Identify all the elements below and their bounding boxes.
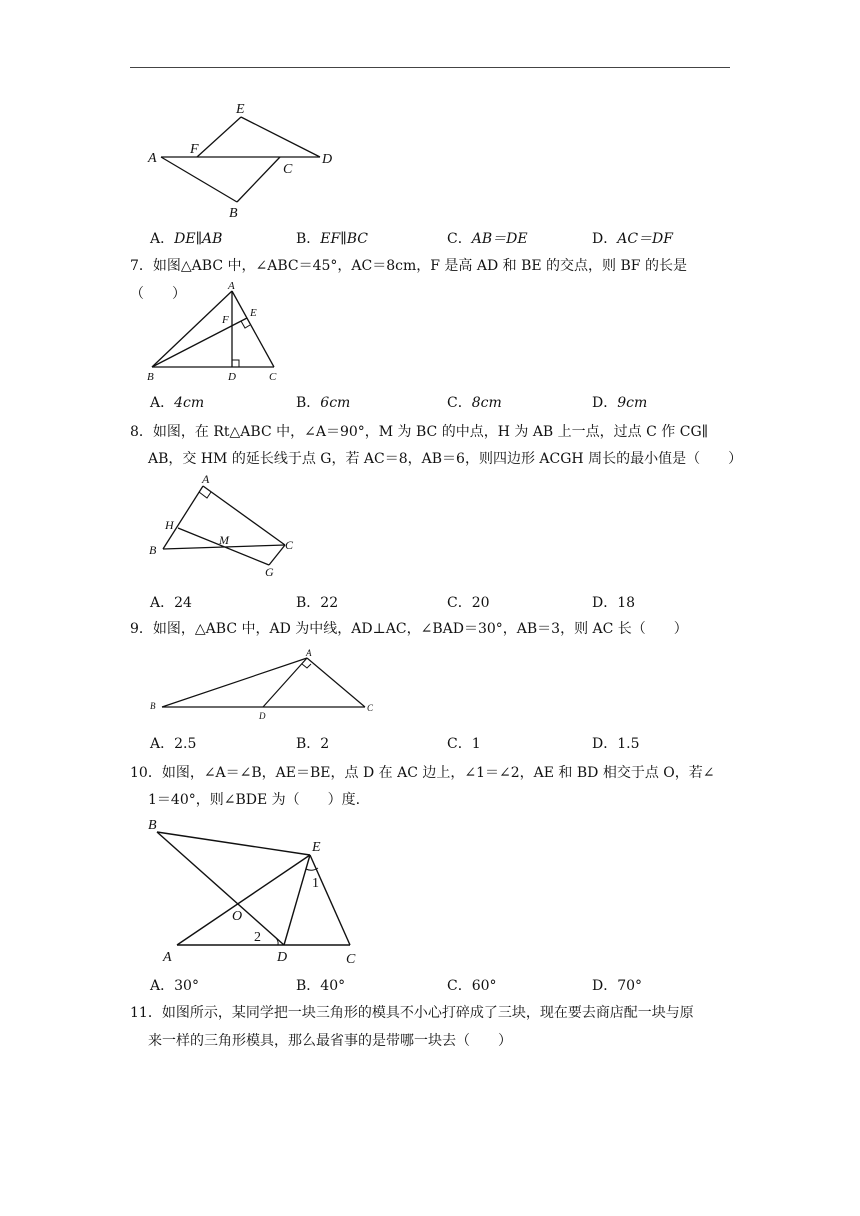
q7-label-e: E (250, 307, 257, 319)
q8-right-angle-a (199, 492, 211, 498)
q6-options (150, 228, 750, 248)
q8-label-c: C (285, 538, 294, 552)
q6-seg-ab (161, 157, 237, 202)
q9-seg-ac (307, 658, 365, 707)
q6-label-c: C (283, 162, 293, 177)
q7-options (150, 392, 750, 412)
q11-text-line1: 11．如图所示，某同学把一块三角形的模具不小心打碎成了三块，现在要去商店配一块与原 (130, 1005, 694, 1021)
q8-text-line1: 8．如图，在 Rt△ABC 中，∠A＝90°，M 为 BC 的中点，H 为 AB 上一点，过点 C 作 CG∥ (130, 424, 709, 440)
q8-label-g: G (265, 565, 274, 579)
q10-option-b[interactable]: B．40° (296, 978, 346, 994)
q7-label-c: C (269, 371, 277, 383)
q6-label-d: D (322, 152, 333, 167)
q6-label-b: B (229, 206, 238, 221)
q10-label-o: O (232, 909, 243, 924)
q7-option-a[interactable]: A．4cm (150, 395, 205, 411)
q8-seg-cg (269, 545, 285, 565)
q8-option-c[interactable]: C．20 (447, 595, 490, 611)
q10-options (150, 975, 750, 995)
q6-seg-bc (237, 157, 280, 202)
header-rule (130, 67, 730, 68)
q10-label-a: A (163, 950, 172, 965)
q7-right-angle-d (232, 360, 239, 367)
q7-option-d[interactable]: D．9cm (592, 395, 648, 411)
q10-seg-ec (310, 855, 350, 945)
q8-label-h: H (165, 518, 174, 532)
q6-option-b[interactable]: B．EF∥BC (296, 231, 368, 247)
q9-option-b[interactable]: B．2 (296, 736, 330, 752)
q8-option-b[interactable]: B．22 (296, 595, 339, 611)
q9-option-a[interactable]: A．2.5 (150, 736, 197, 752)
q7-label-d: D (228, 371, 236, 383)
q8-figure (140, 472, 310, 582)
q7-seg-ab (152, 291, 232, 367)
q10-seg-de (284, 855, 310, 945)
q7-label-b: B (147, 371, 154, 383)
q10-figure (140, 815, 380, 970)
q10-seg-ae (177, 855, 310, 945)
q6-label-f: F (190, 142, 199, 157)
q9-label-c: C (367, 703, 374, 713)
q6-seg-fe (197, 117, 241, 157)
q10-label-d: D (277, 950, 288, 965)
q9-label-d: D (259, 711, 266, 721)
q9-option-c[interactable]: C．1 (447, 736, 481, 752)
q7-label-a: A (228, 280, 235, 292)
q10-seg-bd (157, 832, 284, 945)
q8-option-a[interactable]: A．24 (150, 595, 192, 611)
q11-text-line2: 来一样的三角形模具，那么最省事的是带哪一块去（ ） (148, 1033, 512, 1049)
q10-label-c: C (346, 952, 356, 967)
q9-label-a: A (306, 648, 312, 658)
q6-option-a[interactable]: A．DE∥AB (150, 231, 223, 247)
q8-option-d[interactable]: D．18 (592, 595, 636, 611)
q10-text-line2: 1＝40°，则∠BDE 为（ ）度. (148, 792, 361, 808)
q10-option-d[interactable]: D．70° (592, 978, 643, 994)
q7-label-f: F (222, 314, 229, 326)
q10-label-2: 2 (254, 930, 261, 945)
q7-option-b[interactable]: B．6cm (296, 395, 351, 411)
q8-options (150, 592, 750, 612)
q6-figure (140, 95, 340, 225)
q8-text-line2: AB，交 HM 的延长线于点 G，若 AC＝8，AB＝6，则四边形 ACGH 周长的最小值是（ ） (148, 451, 743, 467)
q10-option-c[interactable]: C．60° (447, 978, 497, 994)
q10-option-a[interactable]: A．30° (150, 978, 199, 994)
q7-figure (140, 280, 300, 385)
q6-label-a: A (148, 151, 157, 166)
q8-seg-ac (203, 486, 285, 545)
q8-label-m: M (219, 533, 229, 547)
q9-options (150, 733, 750, 753)
q9-label-b: B (150, 701, 156, 711)
q6-option-d[interactable]: D．AC＝DF (592, 231, 673, 247)
q7-seg-ac (232, 291, 274, 367)
q8-label-b: B (149, 543, 157, 557)
q7-option-c[interactable]: C．8cm (447, 395, 502, 411)
q9-option-d[interactable]: D．1.5 (592, 736, 640, 752)
q9-figure (140, 645, 390, 725)
q8-label-a: A (202, 472, 210, 486)
q6-label-e: E (236, 102, 245, 117)
q10-text-line1: 10．如图，∠A＝∠B，AE＝BE，点 D 在 AC 边上，∠1＝∠2，AE 和 BD 相交于点 O，若∠ (130, 765, 715, 781)
q9-right-angle-a (302, 664, 311, 668)
q10-label-b: B (148, 818, 157, 833)
q6-option-c[interactable]: C．AB＝DE (447, 231, 528, 247)
q6-seg-ed (241, 117, 320, 157)
q10-label-e: E (312, 840, 321, 855)
q7-text: 7．如图△ABC 中，∠ABC＝45°，AC＝8cm，F 是高 AD 和 BE 的交点，则 BF 的长是（ ） (130, 258, 687, 302)
q9-text: 9．如图，△ABC 中，AD 为中线，AD⊥AC，∠BAD＝30°，AB＝3，则 AC 长（ ） (130, 621, 688, 637)
q10-label-1: 1 (312, 876, 319, 891)
